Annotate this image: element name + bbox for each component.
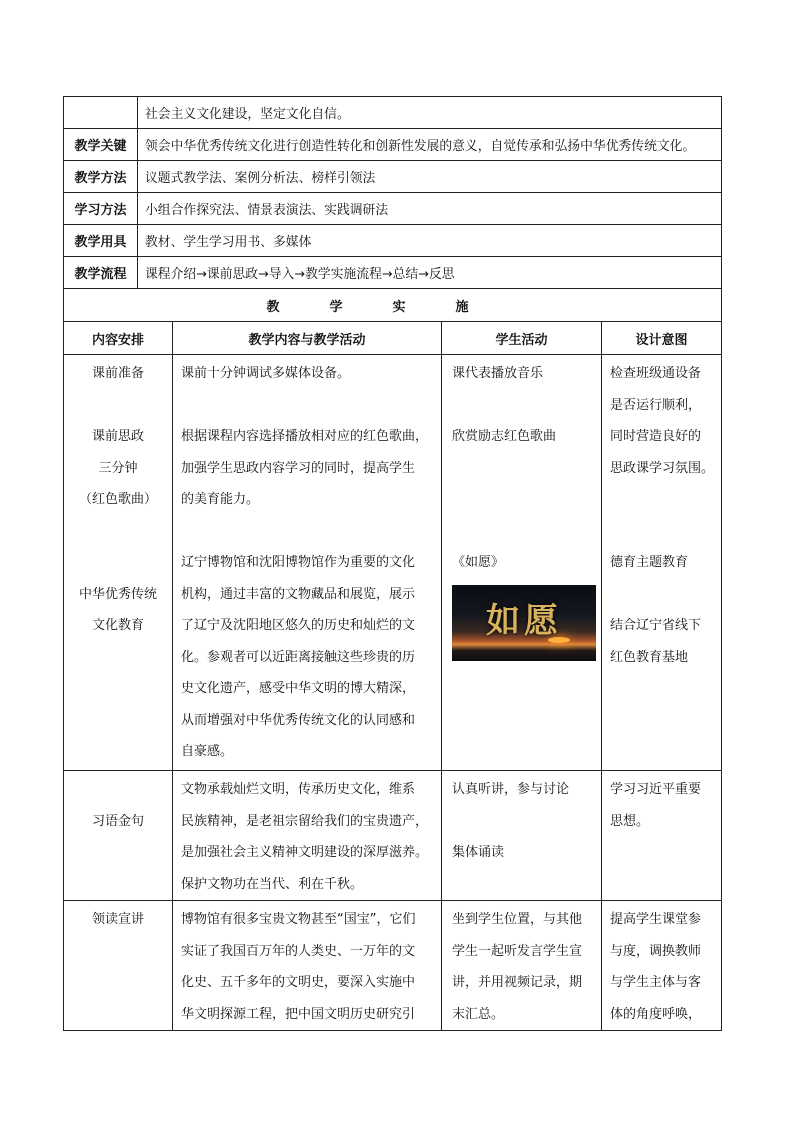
blank-line <box>64 516 172 548</box>
text-line: 讲，并用视频记录，期 <box>452 975 583 990</box>
text-line: 辽宁博物馆和沈阳博物馆作为重要的文化 <box>181 555 416 570</box>
column-header-teaching-activities: 教学内容与教学活动 <box>173 322 442 355</box>
blank-line <box>452 516 595 548</box>
text-line: 领读宣讲 <box>91 912 144 927</box>
design-intent-cell <box>602 355 722 771</box>
meta-label <box>64 97 138 129</box>
text-line: 实证了我国百万年的人类史、一万年的文 <box>181 943 416 959</box>
blank-line <box>610 579 717 611</box>
meta-row <box>64 193 722 225</box>
text-line: 华文明探源工程，把中国文明历史研究引 <box>181 1006 416 1022</box>
blank-line <box>452 484 595 516</box>
text-line: 德育主题教育 <box>610 555 689 570</box>
meta-label: 教学流程 <box>64 257 138 289</box>
video-thumbnail-title: 如愿 <box>486 600 562 641</box>
blank-line <box>452 806 595 838</box>
content-arrangement-cell <box>64 355 173 771</box>
blank-line <box>64 547 172 579</box>
meta-row <box>64 225 722 257</box>
text-line: 化史、五千多年的文明史，要深入实施中 <box>181 975 416 990</box>
teaching-activity-cell <box>173 355 442 771</box>
text-line: 课前准备 <box>91 366 144 381</box>
text-line: 课前十分钟调试多媒体设备。 <box>181 366 351 381</box>
text-line: 提高学生课堂参 <box>610 912 702 927</box>
text-line: 机构，通过丰富的文物藏品和展览，展示 <box>181 586 416 602</box>
text-line: 思政课学习氛围。 <box>610 460 715 476</box>
text-line: 坐到学生位置，与其他 <box>452 912 583 927</box>
meta-row <box>64 97 722 129</box>
text-line: 红色教育基地 <box>610 649 689 665</box>
blank-line <box>64 774 172 806</box>
text-line: 史文化遗产，感受中华文明的博大精深， <box>181 681 416 696</box>
student-activity-cell <box>442 355 602 771</box>
text-line: 欣赏励志红色歌曲 <box>452 429 557 444</box>
meta-value: 社会主义文化建设，坚定文化自信。 <box>138 97 722 129</box>
text-line: 集体诵读 <box>452 845 505 860</box>
text-line: 体的角度呼唤， <box>610 1006 702 1022</box>
section-banner: 教学实施 <box>64 289 722 322</box>
meta-label: 学习方法 <box>64 193 138 225</box>
section-banner-row <box>64 289 722 322</box>
lesson-row <box>64 771 722 901</box>
column-header-row <box>64 322 722 355</box>
lesson-row <box>64 355 722 771</box>
text-line: 从而增强对中华优秀传统文化的认同感和 <box>181 712 416 728</box>
text-line: （红色歌曲） <box>78 492 157 507</box>
lesson-plan-document <box>63 96 721 1031</box>
text-line: 结合辽宁省线下 <box>610 618 702 633</box>
text-line: 的美育能力。 <box>181 492 260 507</box>
column-header-content-arrangement: 内容安排 <box>64 322 173 355</box>
meta-label: 教学方法 <box>64 161 138 193</box>
text-line: 保护文物功在当代、利在千秋。 <box>181 876 364 892</box>
text-line: 课代表播放音乐 <box>452 366 544 381</box>
meta-label: 教学用具 <box>64 225 138 257</box>
text-line: 是加强社会主义精神文明建设的深厚滋养。 <box>181 845 429 860</box>
text-line: 三分钟 <box>98 460 138 476</box>
blank-line <box>610 484 717 516</box>
text-line: 认真听讲，参与讨论 <box>452 782 570 797</box>
meta-value: 课程介绍→课前思政→导入→教学实施流程→总结→反思 <box>138 257 722 289</box>
student-activity-cell <box>442 771 602 901</box>
meta-label: 教学关键 <box>64 129 138 161</box>
column-header-design-intent: 设计意图 <box>602 322 722 355</box>
meta-value: 领会中华优秀传统文化进行创造性转化和创新性发展的意义，自觉传承和弘扬中华优秀传统文化。 <box>138 129 722 161</box>
content-arrangement-cell <box>64 771 173 901</box>
video-thumbnail[interactable] <box>452 585 596 661</box>
blank-line <box>181 390 435 422</box>
text-line: 与度，调换教师 <box>610 943 702 959</box>
text-line: 学生一起听发言学生宣 <box>452 943 583 959</box>
text-line: 《如愿》 <box>452 555 505 570</box>
design-intent-cell <box>602 771 722 901</box>
meta-value: 小组合作探究法、情景表演法、实践调研法 <box>138 193 722 225</box>
text-line: 中华优秀传统 <box>78 586 157 602</box>
text-line: 博物馆有很多宝贵文物甚至“国宝”，它们 <box>181 912 416 927</box>
text-line: 思想。 <box>610 813 650 829</box>
column-header-student-activities: 学生活动 <box>442 322 602 355</box>
text-line: 加强学生思政内容学习的同时，提高学生 <box>181 460 416 476</box>
blank-line <box>64 390 172 422</box>
text-line: 文物承载灿烂文明，传承历史文化，维系 <box>181 782 416 797</box>
teaching-activity-cell <box>173 901 442 1031</box>
text-line: 了辽宁及沈阳地区悠久的历史和灿烂的文 <box>181 618 416 633</box>
meta-row <box>64 161 722 193</box>
text-line: 学习习近平重要 <box>610 782 702 797</box>
blank-line <box>452 390 595 422</box>
meta-row <box>64 257 722 289</box>
text-line: 与学生主体与客 <box>610 975 702 990</box>
lesson-row <box>64 901 722 1031</box>
meta-value: 教材、学生学习用书、多媒体 <box>138 225 722 257</box>
meta-value: 议题式教学法、案例分析法、榜样引领法 <box>138 161 722 193</box>
student-activity-cell <box>442 901 602 1031</box>
content-arrangement-cell <box>64 901 173 1031</box>
text-line: 检查班级通设备 <box>610 366 702 381</box>
teaching-activity-cell <box>173 771 442 901</box>
text-line: 化。参观者可以近距离接触这些珍贵的历 <box>181 649 416 665</box>
blank-line <box>181 516 435 548</box>
text-line: 文化教育 <box>91 618 144 633</box>
text-line: 自豪感。 <box>181 744 234 759</box>
text-line: 是否运行顺利， <box>610 397 702 413</box>
meta-row <box>64 129 722 161</box>
text-line: 民族精神，是老祖宗留给我们的宝贵遗产， <box>181 813 429 829</box>
text-line: 同时营造良好的 <box>610 429 702 444</box>
text-line: 末汇总。 <box>452 1006 505 1022</box>
text-line: 根据课程内容选择播放相对应的红色歌曲， <box>181 429 429 444</box>
blank-line <box>452 453 595 485</box>
text-line: 习语金句 <box>91 813 144 829</box>
design-intent-cell <box>602 901 722 1031</box>
lesson-plan-table <box>63 96 722 1031</box>
blank-line <box>610 516 717 548</box>
text-line: 课前思政 <box>91 429 144 444</box>
